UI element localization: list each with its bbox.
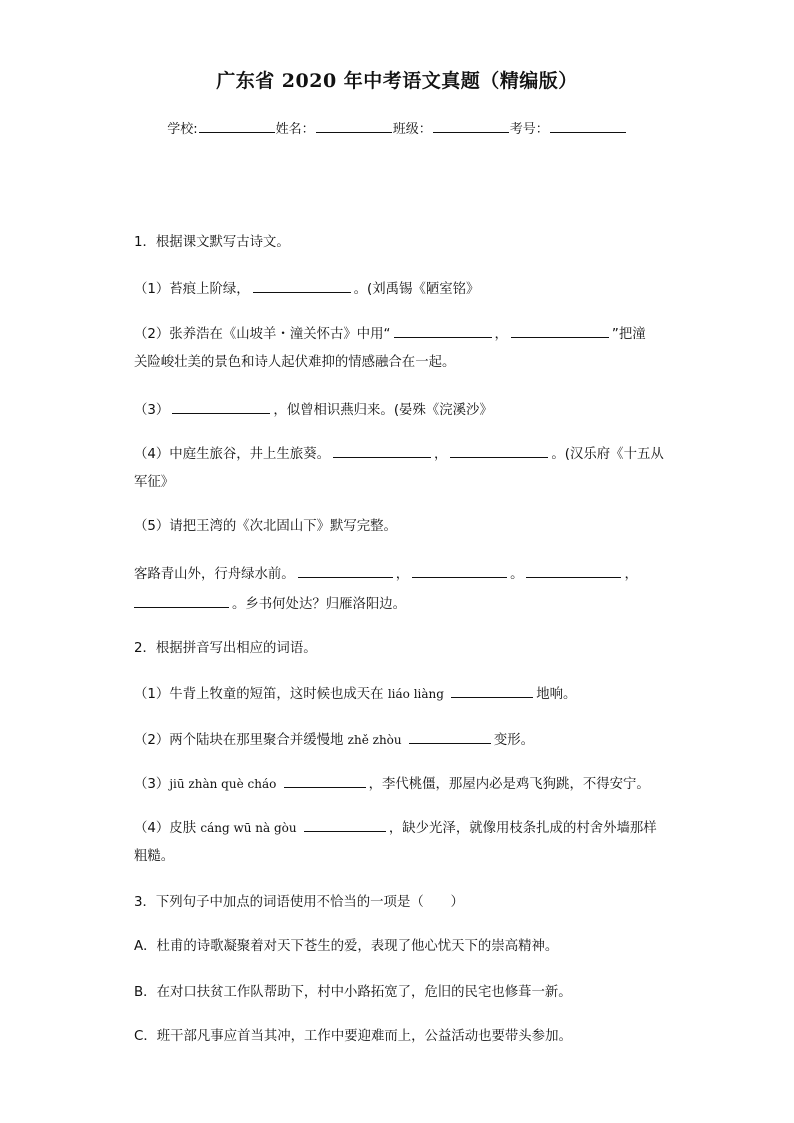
q2-stem: 2．根据拼音写出相应的词语。 xyxy=(134,641,317,656)
q2-p3-pinyin: jiū zhàn què cháo xyxy=(169,777,277,791)
q2-part4-cont: 粗糙。 xyxy=(134,849,175,864)
q1-p5-l2-text: 。乡书何处达？归雁洛阳边。 xyxy=(232,597,407,612)
q2-part2 xyxy=(134,730,664,750)
id-label: 考号： xyxy=(509,122,549,137)
q1-p5-l1-text-d: ， xyxy=(624,567,638,582)
q2-part4 xyxy=(134,818,664,838)
q2-p1-blank[interactable] xyxy=(451,684,533,698)
q1-part5-line2 xyxy=(134,594,664,614)
name-blank[interactable] xyxy=(316,120,392,133)
q2-p3-text-b: ，李代桃僵，那屋内必是鸡飞狗跳，不得安宁。 xyxy=(368,777,650,792)
q2-part1 xyxy=(134,684,664,704)
q1-p1-text-b: 。(刘禹锡《陋室铭》 xyxy=(353,282,480,297)
q2-p4-pinyin: cáng wū nà gòu xyxy=(200,821,297,835)
page-title: 广东省 2020 年中考语文真题（精编版） xyxy=(216,70,578,92)
q3-option-b[interactable]: B．在对口扶贫工作队帮助下，村中小路拓宽了，危旧的民宅也修葺一新。 xyxy=(134,985,572,1000)
q2-p1-text-b: 地响。 xyxy=(536,687,577,702)
q1-p2-blank-1[interactable] xyxy=(394,324,492,338)
q1-p4-text-b: ， xyxy=(434,447,448,462)
q1-p5-blank-1[interactable] xyxy=(298,564,393,578)
q1-p3-text-a: （3） xyxy=(134,403,170,418)
class-blank[interactable] xyxy=(433,120,509,133)
q1-p5-l1-text-a: 客路青山外，行舟绿水前。 xyxy=(134,567,295,582)
q1-p3-text-b: ，似曾相识燕归来。(晏殊《浣溪沙》 xyxy=(273,403,493,418)
q1-p2-text-b: ， xyxy=(494,327,508,342)
q3-option-c[interactable]: C．班干部凡事应首当其冲，工作中要迎难而上，公益活动也要带头参加。 xyxy=(134,1029,572,1044)
q1-p5-blank-4[interactable] xyxy=(134,594,229,608)
q1-part5-line1 xyxy=(134,564,664,584)
q1-part2-cont: 关险峻壮美的景色和诗人起伏难抑的情感融合在一起。 xyxy=(134,355,456,370)
class-label: 班级： xyxy=(392,122,432,137)
q1-p2-text-a: （2）张养浩在《山坡羊・潼关怀古》中用“ xyxy=(134,327,391,342)
q1-p1-text-a: （1）苔痕上阶绿， xyxy=(134,282,250,297)
q1-p4-text-a: （4）中庭生旅谷，井上生旅葵。 xyxy=(134,447,330,462)
q2-p1-text-a: （1）牛背上牧童的短笛，这时候也成天在 xyxy=(134,687,384,702)
q1-p5-blank-3[interactable] xyxy=(526,564,621,578)
q1-stem: 1．根据课文默写古诗文。 xyxy=(134,235,290,250)
q1-p3-blank[interactable] xyxy=(172,400,270,414)
q1-part3 xyxy=(134,400,664,420)
q2-p2-text-a: （2）两个陆块在那里聚合并缓慢地 xyxy=(134,733,344,748)
q2-p2-blank[interactable] xyxy=(409,730,491,744)
q2-p2-text-b: 变形。 xyxy=(493,733,535,748)
q1-p4-text-c: 。(汉乐府《十五从 xyxy=(551,447,664,462)
student-info-row xyxy=(0,118,794,137)
q1-p1-blank[interactable] xyxy=(253,279,351,293)
q1-p5-l1-text-c: 。 xyxy=(510,567,524,582)
q2-p4-text-a: （4）皮肤 xyxy=(134,821,197,836)
q1-p2-blank-2[interactable] xyxy=(511,324,609,338)
q2-p3-blank[interactable] xyxy=(284,774,366,788)
q2-p1-pinyin: liáo liàng xyxy=(387,687,444,701)
q1-part5: （5）请把王湾的《次北固山下》默写完整。 xyxy=(134,519,397,534)
q2-p3-text-a: （3） xyxy=(134,777,170,792)
q1-p4-blank-1[interactable] xyxy=(333,444,431,458)
q1-part4-cont: 军征》 xyxy=(134,475,175,490)
q1-part4 xyxy=(134,444,664,464)
q1-part1 xyxy=(134,279,664,299)
q3-stem: 3．下列句子中加点的词语使用不恰当的一项是（ ） xyxy=(134,895,464,910)
q1-p5-blank-2[interactable] xyxy=(412,564,507,578)
q2-p4-blank[interactable] xyxy=(304,818,386,832)
q1-p4-blank-2[interactable] xyxy=(450,444,548,458)
school-blank[interactable] xyxy=(199,120,275,133)
q1-p5-l1-text-b: ， xyxy=(395,567,410,582)
q2-p2-pinyin: zhě zhòu xyxy=(347,733,402,747)
id-blank[interactable] xyxy=(550,120,626,133)
name-label: 姓名： xyxy=(275,122,315,137)
q1-p2-text-c: ”把潼 xyxy=(611,327,646,342)
q1-part2 xyxy=(134,324,664,344)
q2-p4-text-b: ，缺少光泽，就像用枝条扎成的村舍外墙那样 xyxy=(388,821,657,836)
q2-part3 xyxy=(134,774,664,794)
school-label: 学校: xyxy=(167,122,198,137)
q3-option-a[interactable]: A．杜甫的诗歌凝聚着对天下苍生的爱，表现了他心忧天下的崇高精神。 xyxy=(134,939,559,954)
